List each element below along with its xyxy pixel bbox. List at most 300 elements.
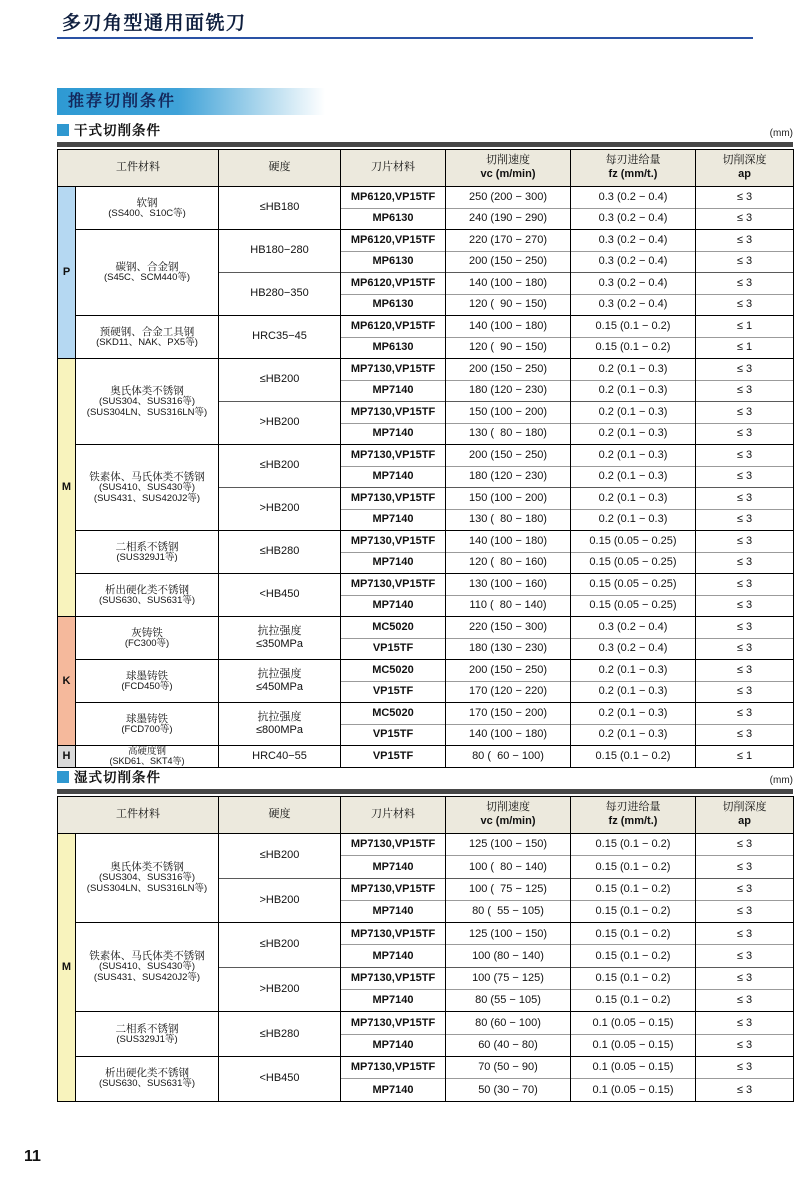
- cutting-speed-cell: 60 (40 − 80): [446, 1034, 571, 1056]
- hardness-cell: [219, 574, 341, 617]
- insert-cell: MP7140: [341, 900, 446, 922]
- material-subname: (SUS410、SUS430等): [98, 481, 196, 493]
- material-cell: [76, 1056, 219, 1101]
- material-subname: (SUS329J1等): [116, 551, 178, 563]
- wet-section-label: 湿式切削条件: [74, 770, 161, 785]
- feed-cell: 0.15 (0.1 − 0.2): [571, 878, 696, 900]
- col-header-material: [58, 797, 219, 834]
- hardness-text: ≤HB200: [259, 459, 300, 472]
- feed-cell: 0.15 (0.1 − 0.2): [571, 923, 696, 945]
- col-header-depth-text: 切削深度: [722, 801, 767, 814]
- depth-cell: ≤ 3: [696, 294, 794, 316]
- hardness-cell: [219, 273, 341, 316]
- group-letter-cell: K: [58, 617, 76, 746]
- feed-cell: 0.3 (0.2 − 0.4): [571, 208, 696, 230]
- col-header-depth-text: ap: [738, 815, 751, 827]
- col-header-cutting-speed-text: vc (m/min): [480, 168, 536, 180]
- table-row: [58, 1012, 794, 1034]
- insert-cell: MP7140: [341, 509, 446, 531]
- col-header-depth: [696, 797, 794, 834]
- recommended-conditions-banner: [57, 88, 325, 115]
- group-letter-cell: P: [58, 187, 76, 359]
- material-subname: (FCD700等): [121, 723, 173, 735]
- feed-cell: 0.3 (0.2 − 0.4): [571, 294, 696, 316]
- page-title: 多刃角型通用面铣刀: [62, 13, 247, 34]
- feed-cell: 0.3 (0.2 − 0.4): [571, 251, 696, 273]
- hardness-text: HB180−280: [250, 244, 309, 257]
- dry-cutting-table-host: [57, 149, 793, 768]
- depth-cell: ≤ 3: [696, 1079, 794, 1101]
- hardness-text: HRC40−55: [252, 749, 307, 762]
- cutting-speed-cell: 120 ( 80 − 160): [446, 552, 571, 574]
- blue-square-icon: [57, 771, 69, 783]
- feed-cell: 0.3 (0.2 − 0.4): [571, 187, 696, 209]
- feed-cell: 0.3 (0.2 − 0.4): [571, 273, 696, 295]
- depth-cell: ≤ 3: [696, 724, 794, 746]
- group-letter-cell: M: [58, 834, 76, 1102]
- table-row: [58, 834, 794, 856]
- col-header-material-text: 工件材料: [116, 808, 160, 821]
- depth-cell: ≤ 3: [696, 273, 794, 295]
- cutting-speed-cell: 120 ( 90 − 150): [446, 337, 571, 359]
- hardness-cell: [219, 746, 341, 768]
- material-name: 碳钢、合金钢: [115, 261, 179, 273]
- insert-cell: MP7130,VP15TF: [341, 445, 446, 467]
- table-row: [58, 703, 794, 725]
- cutting-speed-cell: 125 (100 − 150): [446, 923, 571, 945]
- feed-cell: 0.15 (0.1 − 0.2): [571, 746, 696, 768]
- hardness-text: ≤HB200: [259, 938, 300, 951]
- dry-cutting-section: [57, 119, 793, 768]
- depth-cell: ≤ 3: [696, 834, 794, 856]
- feed-cell: 0.2 (0.1 − 0.3): [571, 423, 696, 445]
- depth-cell: ≤ 3: [696, 681, 794, 703]
- depth-cell: ≤ 3: [696, 660, 794, 682]
- col-header-hardness: [219, 150, 341, 187]
- hardness-cell: [219, 617, 341, 660]
- table-row: [58, 574, 794, 596]
- material-subname: (SKD11、NAK、PX5等): [96, 336, 198, 348]
- feed-cell: 0.1 (0.05 − 0.15): [571, 1079, 696, 1101]
- col-header-material-text: 工件材料: [116, 161, 160, 174]
- depth-cell: ≤ 3: [696, 617, 794, 639]
- cutting-speed-cell: 100 ( 80 − 140): [446, 856, 571, 878]
- hardness-text: 抗拉强度: [257, 624, 302, 637]
- hardness-cell: [219, 445, 341, 488]
- hardness-cell: [219, 660, 341, 703]
- depth-cell: ≤ 3: [696, 466, 794, 488]
- depth-cell: ≤ 3: [696, 878, 794, 900]
- hardness-text: >HB200: [259, 416, 300, 429]
- hardness-text: ≤HB180: [259, 201, 300, 214]
- insert-cell: MP7130,VP15TF: [341, 834, 446, 856]
- table-row: [58, 316, 794, 338]
- feed-cell: 0.15 (0.05 − 0.25): [571, 531, 696, 553]
- depth-cell: ≤ 3: [696, 945, 794, 967]
- insert-cell: MP7130,VP15TF: [341, 359, 446, 381]
- insert-cell: MP7140: [341, 380, 446, 402]
- depth-cell: ≤ 3: [696, 552, 794, 574]
- depth-cell: ≤ 3: [696, 638, 794, 660]
- material-subname: (SKD61、SKT4等): [109, 755, 185, 766]
- cutting-speed-cell: 80 (55 − 105): [446, 990, 571, 1012]
- col-header-cutting-speed: [446, 150, 571, 187]
- depth-cell: ≤ 3: [696, 208, 794, 230]
- cutting-speed-cell: 200 (150 − 250): [446, 251, 571, 273]
- insert-cell: MC5020: [341, 703, 446, 725]
- hardness-text: <HB450: [259, 1072, 300, 1085]
- insert-cell: MP6120,VP15TF: [341, 230, 446, 252]
- depth-cell: ≤ 3: [696, 531, 794, 553]
- table-row: [58, 923, 794, 945]
- material-subname: (SUS304、SUS316等): [98, 872, 196, 884]
- insert-cell: MP6120,VP15TF: [341, 316, 446, 338]
- col-header-insert: [341, 150, 446, 187]
- col-header-insert-text: 刀片材料: [371, 161, 415, 174]
- insert-cell: MP7130,VP15TF: [341, 1012, 446, 1034]
- insert-cell: MP7140: [341, 1079, 446, 1101]
- header-row: [58, 150, 794, 187]
- cutting-speed-cell: 70 (50 − 90): [446, 1056, 571, 1078]
- col-header-insert: [341, 797, 446, 834]
- material-cell: [76, 834, 219, 923]
- cutting-speed-cell: 140 (100 − 180): [446, 531, 571, 553]
- depth-cell: ≤ 1: [696, 746, 794, 768]
- cutting-speed-cell: 170 (120 − 220): [446, 681, 571, 703]
- feed-cell: 0.2 (0.1 − 0.3): [571, 488, 696, 510]
- material-cell: [76, 923, 219, 1012]
- depth-cell: ≤ 3: [696, 187, 794, 209]
- material-subname: (SUS304LN、SUS316LN等): [86, 406, 208, 418]
- material-cell: [76, 746, 219, 768]
- table-top-bar: [57, 789, 793, 794]
- feed-cell: 0.3 (0.2 − 0.4): [571, 638, 696, 660]
- hardness-cell: [219, 316, 341, 359]
- material-subname: (SUS431、SUS420J2等): [93, 972, 201, 984]
- hardness-text: ≤350MPa: [255, 638, 303, 650]
- cutting-speed-cell: 200 (150 − 250): [446, 660, 571, 682]
- feed-cell: 0.15 (0.1 − 0.2): [571, 316, 696, 338]
- group-letter-cell: M: [58, 359, 76, 617]
- col-header-feed: [571, 797, 696, 834]
- hardness-text: ≤800MPa: [255, 724, 303, 736]
- dry-cutting-table: [57, 149, 794, 768]
- col-header-hardness-text: 硬度: [268, 161, 291, 174]
- depth-cell: ≤ 3: [696, 1056, 794, 1078]
- cutting-speed-cell: 220 (170 − 270): [446, 230, 571, 252]
- insert-cell: VP15TF: [341, 638, 446, 660]
- feed-cell: 0.3 (0.2 − 0.4): [571, 617, 696, 639]
- insert-cell: MP7140: [341, 856, 446, 878]
- depth-cell: ≤ 3: [696, 967, 794, 989]
- hardness-text: ≤450MPa: [255, 681, 303, 693]
- material-subname: (S45C、SCM440等): [103, 272, 191, 284]
- feed-cell: 0.15 (0.1 − 0.2): [571, 967, 696, 989]
- insert-cell: VP15TF: [341, 724, 446, 746]
- col-header-depth-text: 切削深度: [722, 154, 767, 167]
- material-subname: (SUS431、SUS420J2等): [93, 492, 201, 504]
- depth-cell: ≤ 3: [696, 856, 794, 878]
- insert-cell: MP6120,VP15TF: [341, 187, 446, 209]
- insert-cell: MP6130: [341, 208, 446, 230]
- material-name: 球墨铸铁: [126, 712, 168, 725]
- insert-cell: MP7140: [341, 945, 446, 967]
- depth-cell: ≤ 3: [696, 703, 794, 725]
- cutting-speed-cell: 80 ( 60 − 100): [446, 746, 571, 768]
- material-subname: (FCD450等): [121, 680, 173, 692]
- material-name: 二相系不锈钢: [115, 540, 179, 553]
- depth-cell: ≤ 3: [696, 445, 794, 467]
- hardness-cell: [219, 230, 341, 273]
- feed-cell: 0.15 (0.05 − 0.25): [571, 574, 696, 596]
- feed-cell: 0.15 (0.1 − 0.2): [571, 834, 696, 856]
- col-header-depth: [696, 150, 794, 187]
- title-divider: [57, 37, 753, 39]
- material-name: 高硬度钢: [127, 746, 166, 757]
- material-name: 铁素体、马氏体类不锈钢: [89, 950, 205, 963]
- material-cell: [76, 660, 219, 703]
- feed-cell: 0.15 (0.05 − 0.25): [571, 552, 696, 574]
- hardness-text: ≤HB200: [259, 373, 300, 386]
- material-cell: [76, 1012, 219, 1057]
- feed-cell: 0.15 (0.1 − 0.2): [571, 856, 696, 878]
- material-name: 析出硬化类不锈钢: [105, 583, 189, 596]
- feed-cell: 0.2 (0.1 − 0.3): [571, 359, 696, 381]
- depth-cell: ≤ 1: [696, 316, 794, 338]
- feed-cell: 0.1 (0.05 − 0.15): [571, 1012, 696, 1034]
- table-row: [58, 230, 794, 252]
- material-cell: [76, 574, 219, 617]
- feed-cell: 0.2 (0.1 − 0.3): [571, 703, 696, 725]
- cutting-speed-cell: 80 (60 − 100): [446, 1012, 571, 1034]
- cutting-speed-cell: 180 (130 − 230): [446, 638, 571, 660]
- depth-cell: ≤ 3: [696, 990, 794, 1012]
- table-row: [58, 1056, 794, 1078]
- hardness-text: ≤HB200: [259, 849, 300, 862]
- cutting-speed-cell: 220 (150 − 300): [446, 617, 571, 639]
- cutting-speed-cell: 80 ( 55 − 105): [446, 900, 571, 922]
- insert-cell: VP15TF: [341, 746, 446, 768]
- wet-section-title: [57, 766, 161, 786]
- insert-cell: MP7140: [341, 466, 446, 488]
- hardness-text: HRC35−45: [252, 330, 307, 343]
- insert-cell: MC5020: [341, 660, 446, 682]
- cutting-speed-cell: 170 (150 − 200): [446, 703, 571, 725]
- depth-cell: ≤ 3: [696, 574, 794, 596]
- material-subname: (SUS304、SUS316等): [98, 395, 196, 407]
- hardness-text: ≤HB280: [259, 545, 300, 558]
- table-row: [58, 531, 794, 553]
- col-header-feed-text: fz (mm/t.): [608, 168, 658, 180]
- feed-cell: 0.15 (0.1 − 0.2): [571, 990, 696, 1012]
- header-row: [58, 797, 794, 834]
- hardness-text: HB280−350: [250, 287, 309, 300]
- cutting-speed-cell: 50 (30 − 70): [446, 1079, 571, 1101]
- feed-cell: 0.3 (0.2 − 0.4): [571, 230, 696, 252]
- feed-cell: 0.2 (0.1 − 0.3): [571, 445, 696, 467]
- depth-cell: ≤ 3: [696, 230, 794, 252]
- hardness-text: >HB200: [259, 502, 300, 515]
- feed-cell: 0.15 (0.1 − 0.2): [571, 945, 696, 967]
- insert-cell: VP15TF: [341, 681, 446, 703]
- feed-cell: 0.2 (0.1 − 0.3): [571, 402, 696, 424]
- banner-label: 推荐切削条件: [68, 93, 177, 110]
- cutting-speed-cell: 130 ( 80 − 180): [446, 423, 571, 445]
- material-name: 球墨铸铁: [126, 669, 168, 682]
- depth-cell: ≤ 3: [696, 488, 794, 510]
- material-subname: (SUS329J1等): [116, 1033, 178, 1045]
- material-cell: [76, 703, 219, 746]
- table-row: [58, 746, 794, 768]
- material-name: 铁素体、马氏体类不锈钢: [89, 470, 205, 483]
- insert-cell: MP6120,VP15TF: [341, 273, 446, 295]
- material-name: 灰铸铁: [131, 626, 163, 639]
- cutting-speed-cell: 125 (100 − 150): [446, 834, 571, 856]
- material-name: 二相系不锈钢: [115, 1022, 179, 1035]
- hardness-cell: [219, 488, 341, 531]
- cutting-speed-cell: 150 (100 − 200): [446, 402, 571, 424]
- hardness-cell: [219, 834, 341, 879]
- insert-cell: MP6130: [341, 251, 446, 273]
- unit-note-dry: (mm): [769, 128, 793, 139]
- material-cell: [76, 445, 219, 531]
- insert-cell: MP7130,VP15TF: [341, 967, 446, 989]
- depth-cell: ≤ 3: [696, 509, 794, 531]
- group-letter-cell: H: [58, 746, 76, 768]
- hardness-cell: [219, 187, 341, 230]
- col-header-cutting-speed: [446, 797, 571, 834]
- material-name: 奥氏体类不锈钢: [110, 861, 184, 874]
- material-subname: (SUS410、SUS430等): [98, 961, 196, 973]
- material-cell: [76, 316, 219, 359]
- insert-cell: MP7130,VP15TF: [341, 488, 446, 510]
- insert-cell: MP7130,VP15TF: [341, 923, 446, 945]
- insert-cell: MP7130,VP15TF: [341, 531, 446, 553]
- material-name: 析出硬化类不锈钢: [105, 1067, 189, 1080]
- cutting-speed-cell: 140 (100 − 180): [446, 724, 571, 746]
- material-subname: (SS400、S10C等): [108, 207, 186, 219]
- cutting-speed-cell: 100 (80 − 140): [446, 945, 571, 967]
- insert-cell: MP7140: [341, 595, 446, 617]
- insert-cell: MP7130,VP15TF: [341, 574, 446, 596]
- col-header-hardness-text: 硬度: [268, 808, 291, 821]
- material-cell: [76, 617, 219, 660]
- hardness-cell: [219, 531, 341, 574]
- depth-cell: ≤ 3: [696, 251, 794, 273]
- hardness-text: 抗拉强度: [257, 667, 302, 680]
- material-cell: [76, 187, 219, 230]
- table-top-bar: [57, 142, 793, 147]
- material-name: 软钢: [136, 196, 158, 209]
- dry-section-title: [57, 119, 161, 139]
- material-cell: [76, 359, 219, 445]
- col-header-feed-text: fz (mm/t.): [608, 815, 658, 827]
- cutting-speed-cell: 200 (150 − 250): [446, 359, 571, 381]
- depth-cell: ≤ 3: [696, 595, 794, 617]
- cutting-speed-cell: 150 (100 − 200): [446, 488, 571, 510]
- material-subname: (SUS630、SUS631等): [98, 1078, 196, 1090]
- feed-cell: 0.1 (0.05 − 0.15): [571, 1034, 696, 1056]
- insert-cell: MP7130,VP15TF: [341, 402, 446, 424]
- dry-section-label: 干式切削条件: [74, 123, 161, 138]
- hardness-text: >HB200: [259, 982, 300, 995]
- col-header-feed-text: 每刃进给量: [605, 154, 661, 167]
- material-subname: (FC300等): [124, 637, 170, 649]
- table-row: [58, 187, 794, 209]
- material-subname: (SUS630、SUS631等): [98, 594, 196, 606]
- col-header-cutting-speed-text: 切削速度: [486, 801, 530, 814]
- wet-cutting-section: [57, 766, 793, 1102]
- cutting-speed-cell: 110 ( 80 − 140): [446, 595, 571, 617]
- cutting-speed-cell: 200 (150 − 250): [446, 445, 571, 467]
- cutting-speed-cell: 100 ( 75 − 125): [446, 878, 571, 900]
- cutting-speed-cell: 140 (100 − 180): [446, 316, 571, 338]
- depth-cell: ≤ 3: [696, 402, 794, 424]
- hardness-cell: [219, 359, 341, 402]
- table-row: [58, 617, 794, 639]
- cutting-speed-cell: 100 (75 − 125): [446, 967, 571, 989]
- feed-cell: 0.15 (0.1 − 0.2): [571, 900, 696, 922]
- col-header-cutting-speed-text: vc (m/min): [480, 815, 536, 827]
- depth-cell: ≤ 3: [696, 359, 794, 381]
- material-cell: [76, 531, 219, 574]
- cutting-speed-cell: 140 (100 − 180): [446, 273, 571, 295]
- material-subname: (SUS304LN、SUS316LN等): [86, 883, 208, 895]
- feed-cell: 0.1 (0.05 − 0.15): [571, 1056, 696, 1078]
- col-header-material: [58, 150, 219, 187]
- feed-cell: 0.15 (0.05 − 0.25): [571, 595, 696, 617]
- insert-cell: MP7130,VP15TF: [341, 878, 446, 900]
- col-header-insert-text: 刀片材料: [371, 808, 415, 821]
- feed-cell: 0.15 (0.1 − 0.2): [571, 337, 696, 359]
- hardness-text: 抗拉强度: [257, 710, 302, 723]
- insert-cell: MP6130: [341, 337, 446, 359]
- cutting-speed-cell: 180 (120 − 230): [446, 380, 571, 402]
- hardness-cell: [219, 703, 341, 746]
- cutting-speed-cell: 130 (100 − 160): [446, 574, 571, 596]
- depth-cell: ≤ 3: [696, 380, 794, 402]
- cutting-speed-cell: 240 (190 − 290): [446, 208, 571, 230]
- depth-cell: ≤ 3: [696, 1034, 794, 1056]
- feed-cell: 0.2 (0.1 − 0.3): [571, 724, 696, 746]
- feed-cell: 0.2 (0.1 − 0.3): [571, 509, 696, 531]
- page-number: 11: [24, 1148, 41, 1165]
- blue-square-icon: [57, 124, 69, 136]
- material-name: 预硬钢、合金工具钢: [99, 325, 195, 338]
- insert-cell: MP7140: [341, 552, 446, 574]
- col-header-feed: [571, 150, 696, 187]
- insert-cell: MP6130: [341, 294, 446, 316]
- hardness-text: <HB450: [259, 588, 300, 601]
- feed-cell: 0.2 (0.1 − 0.3): [571, 681, 696, 703]
- depth-cell: ≤ 3: [696, 423, 794, 445]
- table-row: [58, 359, 794, 381]
- feed-cell: 0.2 (0.1 − 0.3): [571, 466, 696, 488]
- cutting-speed-cell: 120 ( 90 − 150): [446, 294, 571, 316]
- depth-cell: ≤ 3: [696, 900, 794, 922]
- hardness-cell: [219, 402, 341, 445]
- insert-cell: MP7140: [341, 1034, 446, 1056]
- col-header-cutting-speed-text: 切削速度: [486, 154, 530, 167]
- feed-cell: 0.2 (0.1 − 0.3): [571, 380, 696, 402]
- hardness-cell: [219, 923, 341, 968]
- table-row: [58, 445, 794, 467]
- cutting-speed-cell: 180 (120 − 230): [446, 466, 571, 488]
- insert-cell: MP7130,VP15TF: [341, 1056, 446, 1078]
- insert-cell: MP7140: [341, 990, 446, 1012]
- hardness-cell: [219, 1012, 341, 1057]
- hardness-cell: [219, 967, 341, 1012]
